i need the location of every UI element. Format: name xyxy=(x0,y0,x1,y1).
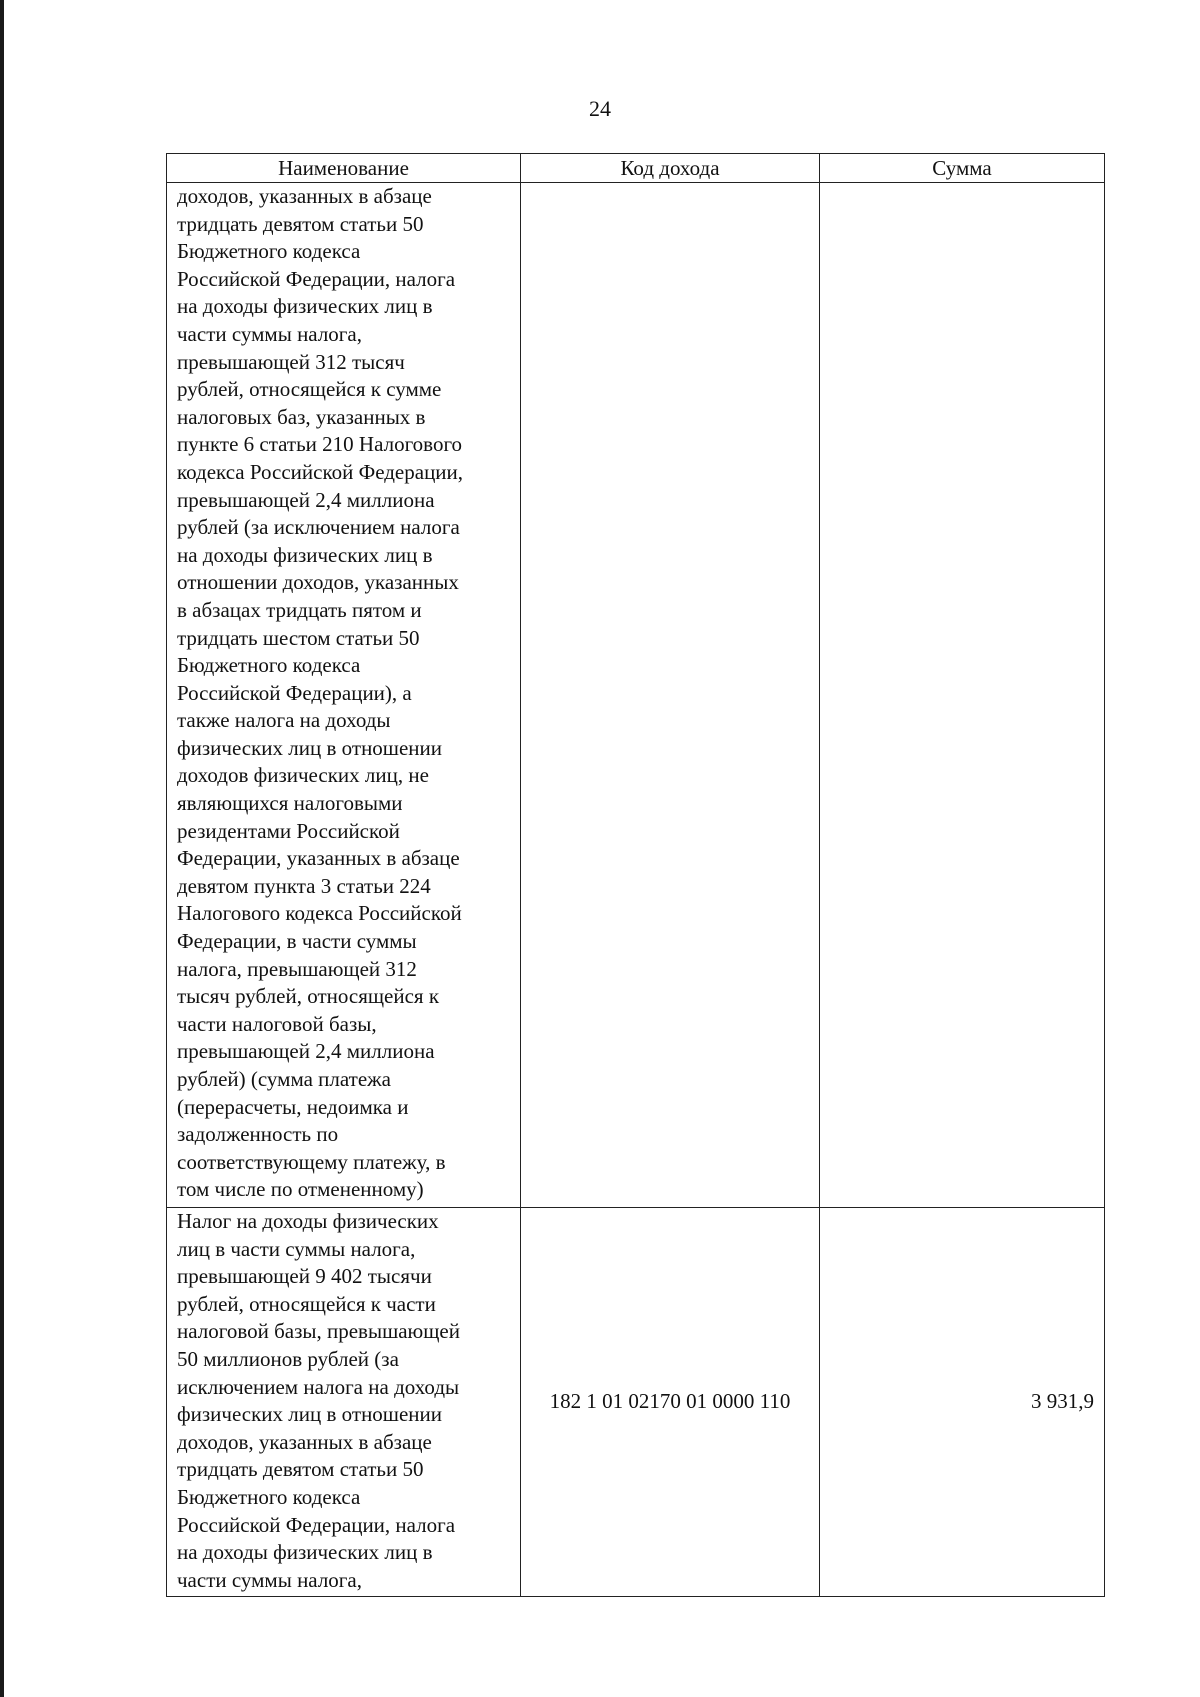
row-name-text: Налог на доходы физических лиц в части суммы налога, превышающей 9 402 тысячи рублей, относящейся к части налоговой базы, превышающей 50 миллионов рублей (за исключением налога на доходы физических лиц в отношении доходов, указанных в абзаце тридцать девятом статьи 50 Бюджетного кодекса Российской Федерации, налога на доходы физических лиц в части суммы налога, xyxy=(177,1209,460,1592)
scan-edge xyxy=(0,0,4,1697)
page-number: 24 xyxy=(589,96,611,121)
cell-amount: 3 931,9 xyxy=(820,1208,1105,1597)
header-code: Код дохода xyxy=(521,154,820,183)
row-name-text: доходов, указанных в абзаце тридцать девятом статьи 50 Бюджетного кодекса Российской Федерации, налога на доходы физических лиц в части суммы налога, превышающей 312 тысяч рублей, относящейся к сумме налоговых баз, указанных в пункте 6 статьи 210 Налогового кодекса Российской Федерации, превышающей 2,4 миллиона рублей (за исключением налога на доходы физических лиц в отношении доходов, указанных в абзацах тридцать пятом и тридцать шестом статьи 50 Бюджетного кодекса Российской Федерации), а также налога на доходы физических лиц в отношении доходов физических лиц, не являющихся налоговыми резидентами Российской Федерации, указанных в абзаце девятом пункта 3 статьи 224 Налогового кодекса Российской Федерации, в части суммы налога, превышающей 312 тысяч рублей, относящейся к части налоговой базы, превышающей 2,4 миллиона рублей) (сумма платежа (перерасчеты, недоимка и задолженность по соответствующему платежу, в том числе по отмененному) xyxy=(177,184,464,1202)
header-name: Наименование xyxy=(167,154,521,183)
cell-name xyxy=(167,1208,521,1597)
header-amount: Сумма xyxy=(820,154,1105,183)
revenue-table xyxy=(166,153,1105,1597)
table-row xyxy=(167,183,1105,1208)
cell-name xyxy=(167,183,521,1208)
cell-amount xyxy=(820,183,1105,1208)
cell-code: 182 1 01 02170 01 0000 110 xyxy=(521,1208,820,1597)
cell-code xyxy=(521,183,820,1208)
table-row xyxy=(167,1208,1105,1597)
table-header-row xyxy=(167,154,1105,183)
